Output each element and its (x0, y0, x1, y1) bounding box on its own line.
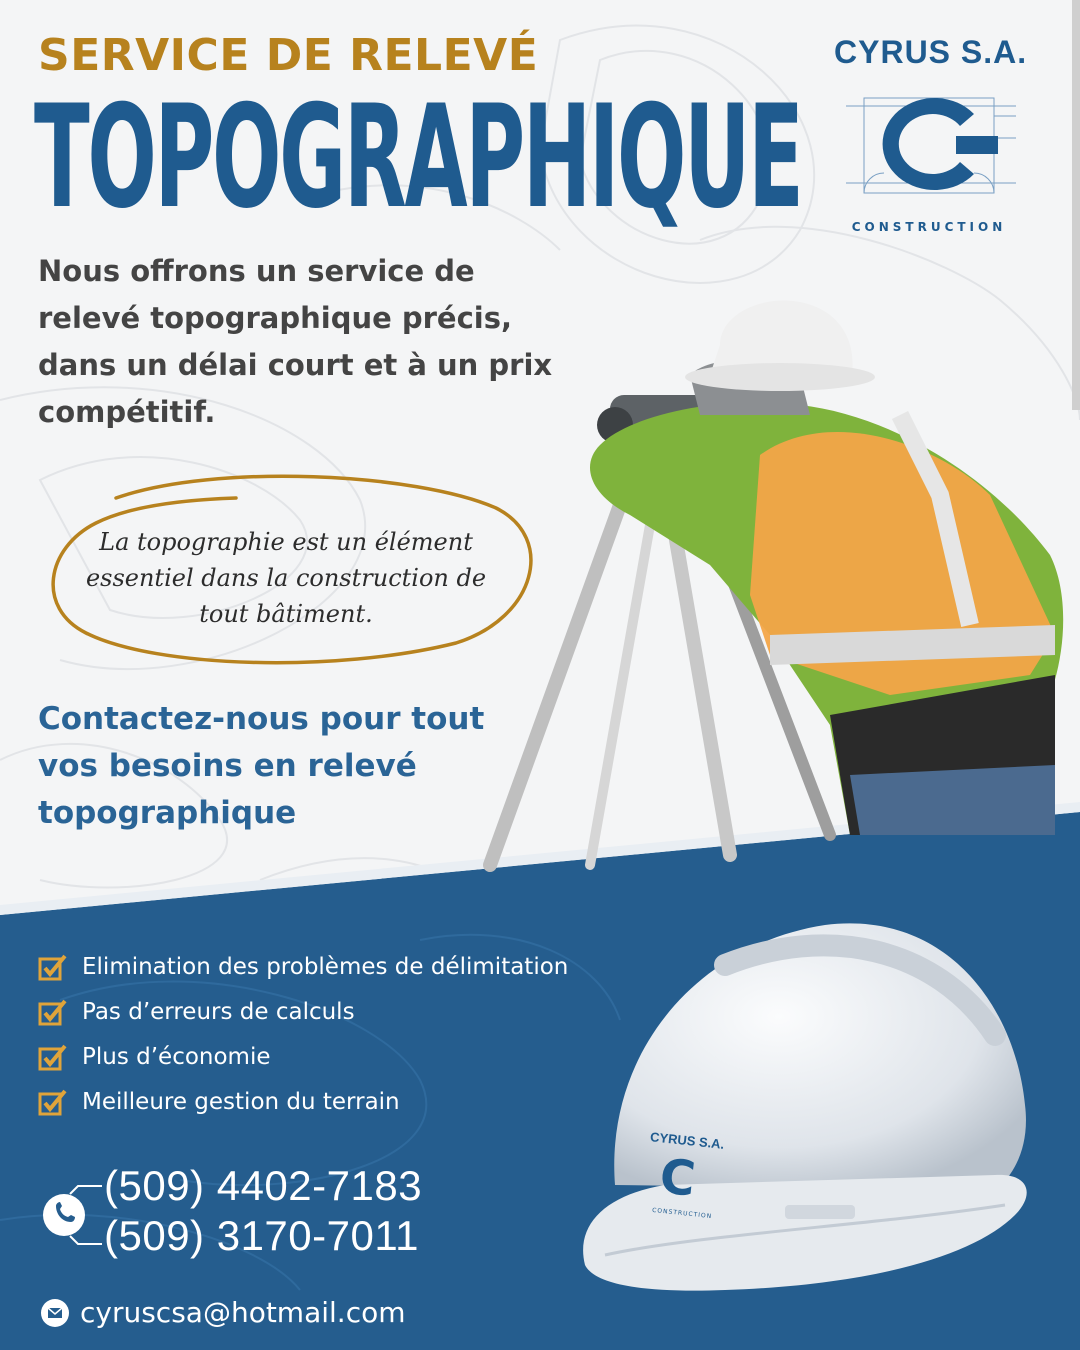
benefit-label: Pas d’erreurs de calculs (82, 998, 355, 1025)
service-eyebrow: SERVICE DE RELEVÉ (38, 30, 539, 81)
list-item (38, 989, 568, 1034)
logo-c-icon (846, 78, 1016, 238)
contact-cta: Contactez-nous pour tout vos besoins en relevé topographique (38, 701, 485, 831)
scrollbar[interactable] (1072, 0, 1080, 410)
quote-callout (36, 468, 536, 668)
list-item (38, 1034, 568, 1079)
email-address[interactable]: cyruscsa@hotmail.com (80, 1296, 406, 1329)
company-logo (834, 34, 1028, 244)
headline: TOPOGRAPHIQUE (34, 75, 802, 240)
quote-text: La topographie est un élément essentiel dans la construction de tout bâtiment. (85, 528, 487, 628)
intro-paragraph: Nous offrons un service de relevé topographique précis, dans un délai court et à un prix compétitif. (38, 254, 553, 429)
email-row (40, 1296, 406, 1329)
helmet-logo-letter: C (657, 1148, 699, 1208)
phone-numbers (42, 1160, 502, 1270)
benefit-label: Plus d’économie (82, 1043, 271, 1070)
hard-hat-photo (575, 905, 1045, 1305)
logo-subtitle: CONSTRUCTION (851, 220, 1007, 234)
surveyor-photo (470, 295, 1080, 875)
checkbox-icon (38, 1088, 68, 1116)
helmet-logo-title: CYRUS S.A. (649, 1129, 725, 1152)
helmet-logo-subtitle: CONSTRUCTION (651, 1206, 713, 1221)
phone-icon (42, 1182, 112, 1248)
checkbox-icon (38, 998, 68, 1026)
mail-icon (40, 1298, 70, 1328)
checkbox-icon (38, 1043, 68, 1071)
benefits-list (38, 944, 568, 1124)
benefit-label: Meilleure gestion du terrain (82, 1088, 400, 1115)
logo-title: CYRUS S.A. (834, 34, 1028, 70)
list-item (38, 1079, 568, 1124)
phone-number-2[interactable]: (509) 3170-7011 (104, 1212, 419, 1259)
phone-number-1[interactable]: (509) 4402-7183 (104, 1162, 423, 1209)
benefit-label: Elimination des problèmes de délimitation (82, 953, 569, 980)
list-item (38, 944, 568, 989)
checkbox-icon (38, 953, 68, 981)
